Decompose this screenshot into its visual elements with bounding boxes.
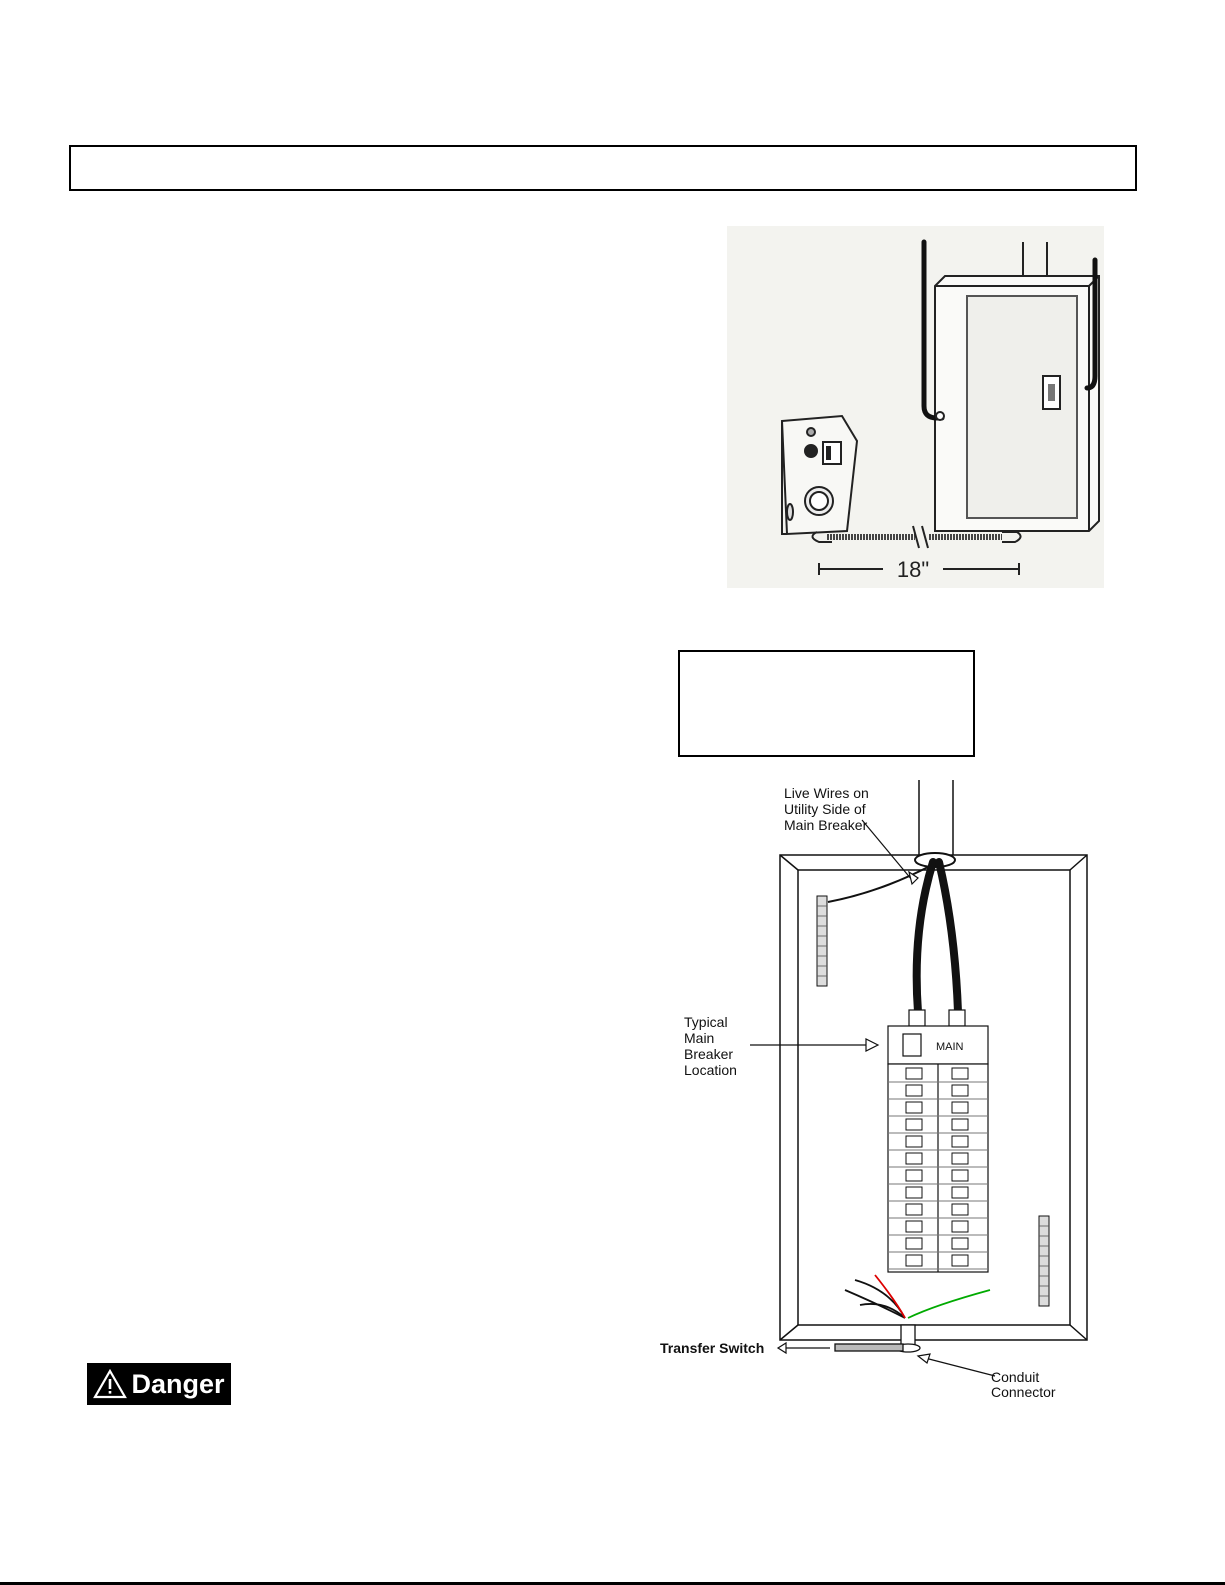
branch-breaker — [952, 1170, 968, 1181]
branch-breaker — [906, 1068, 922, 1079]
neutral-bar-left — [817, 896, 827, 986]
branch-breaker — [952, 1153, 968, 1164]
branch-breaker — [906, 1136, 922, 1147]
branch-breaker — [906, 1255, 922, 1266]
branch-breaker — [952, 1136, 968, 1147]
danger-label: Danger — [131, 1368, 225, 1399]
neutral-bar-right — [1039, 1216, 1049, 1306]
branch-breaker — [906, 1119, 922, 1130]
branch-breaker — [906, 1102, 922, 1113]
section-header-box — [69, 145, 1137, 191]
branch-breaker — [952, 1085, 968, 1096]
svg-text:Typical Main Breaker: Typical Main Breaker Location — [684, 1014, 737, 1078]
label-live-wires-line3: Main Breaker — [784, 817, 868, 833]
transfer-switch-mounting-figure — [727, 226, 1104, 588]
branch-breaker — [952, 1119, 968, 1130]
branch-breaker — [906, 1238, 922, 1249]
branch-breaker — [952, 1102, 968, 1113]
panel-interior-figure — [650, 780, 1100, 1400]
figure-callout-box — [678, 650, 975, 757]
svg-text:Live Wires on Utility Side — [784, 785, 873, 833]
transfer-switch-illustration — [782, 416, 857, 534]
branch-breaker — [906, 1170, 922, 1181]
main-panel-illustration — [935, 276, 1099, 531]
branch-breaker — [952, 1068, 968, 1079]
dimension-label: 18" — [896, 557, 930, 582]
branch-breaker — [952, 1238, 968, 1249]
branch-breaker — [906, 1204, 922, 1215]
svg-text:Conduit Connector: Conduit Connector — [991, 1369, 1056, 1400]
main-breaker-label: MAIN — [936, 1041, 964, 1053]
danger-badge — [87, 1363, 231, 1405]
branch-breaker — [906, 1153, 922, 1164]
branch-breaker — [906, 1085, 922, 1096]
branch-breaker — [952, 1204, 968, 1215]
branch-breaker — [952, 1187, 968, 1198]
branch-breaker — [906, 1221, 922, 1232]
branch-breaker — [906, 1187, 922, 1198]
branch-breaker — [952, 1255, 968, 1266]
branch-breaker — [952, 1221, 968, 1232]
label-live-wires-line2: Utility Side of — [784, 801, 866, 817]
label-live-wires-line1: Live Wires on — [784, 785, 869, 801]
warning-triangle-icon — [93, 1369, 127, 1399]
label-transfer-switch: Transfer Switch — [660, 1340, 765, 1356]
